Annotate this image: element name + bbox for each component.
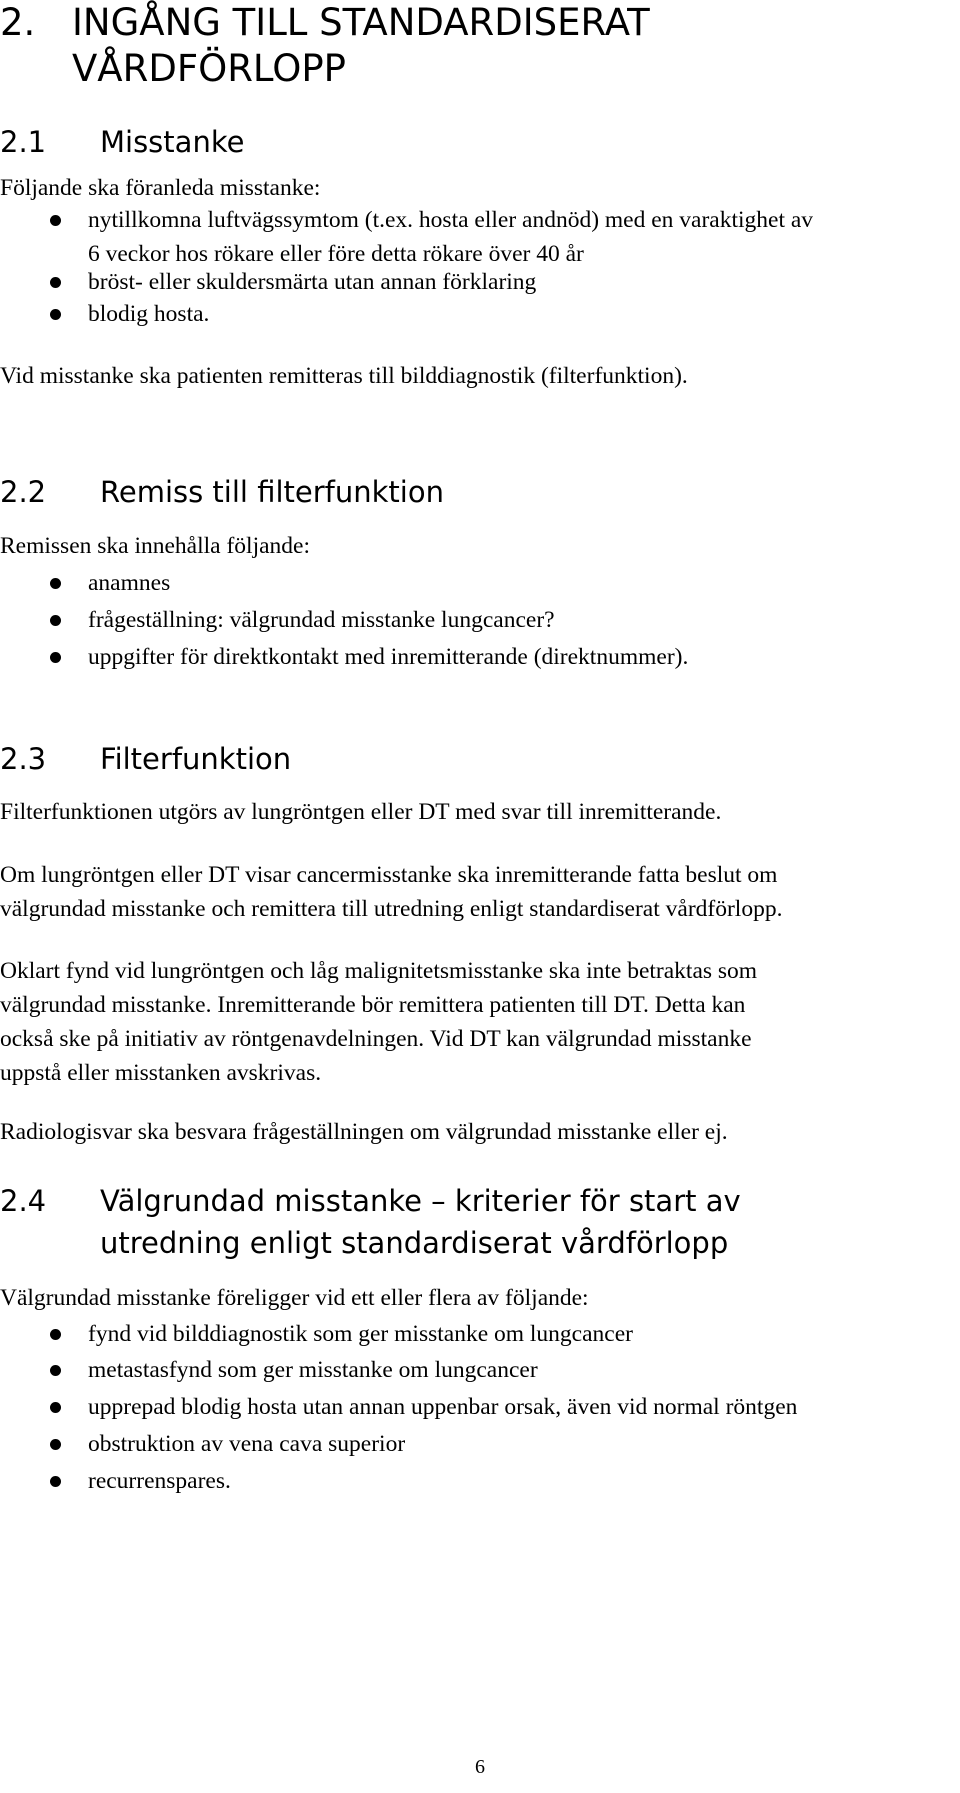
section-number: 2.3	[0, 742, 47, 776]
bullet-icon	[50, 277, 61, 288]
list-item	[0, 1353, 960, 1387]
section-title: Filterfunktion	[100, 742, 292, 776]
chapter-number: 2.	[0, 1, 36, 44]
list-item	[0, 640, 960, 674]
list-item-text: bröst- eller skuldersmärta utan annan förklaring	[88, 269, 537, 295]
bullet-icon	[50, 215, 61, 226]
list-item-text: uppgifter för direktkontakt med inremitterande (direktnummer).	[88, 644, 689, 670]
bullet-icon	[50, 1476, 61, 1487]
page-number: 6	[475, 1756, 485, 1778]
section-number: 2.4	[0, 1184, 47, 1218]
list-item-text: nytillkomna luftvägssymtom (t.ex. hosta eller andnöd) med en varaktighet av	[88, 207, 814, 233]
bullet-icon	[50, 615, 61, 626]
list-item-text: metastasfynd som ger misstanke om lungcancer	[88, 1357, 538, 1383]
list-item	[0, 1317, 960, 1351]
list-item-text-continued: 6 veckor hos rökare eller före detta rökare över 40 år	[88, 241, 584, 267]
bullet-icon	[50, 1365, 61, 1376]
section-title: Misstanke	[100, 125, 245, 159]
list-item-text: obstruktion av vena cava superior	[88, 1431, 406, 1457]
list-item-text: recurrenspares.	[88, 1468, 231, 1494]
paragraph: Radiologisvar ska besvara frågeställningen om välgrundad misstanke eller ej.	[0, 1119, 728, 1145]
list-item-text: upprepad blodig hosta utan annan uppenbar orsak, även vid normal röntgen	[88, 1394, 798, 1420]
section-title: Remiss till filterfunktion	[100, 475, 444, 509]
section-number: 2.1	[0, 125, 47, 159]
section-number: 2.2	[0, 475, 47, 509]
bullet-icon	[50, 1402, 61, 1413]
bullet-icon	[50, 652, 61, 663]
list-item	[0, 566, 960, 600]
chapter-title-line1: INGÅNG TILL STANDARDISERAT	[72, 1, 650, 44]
list-item-text: anamnes	[88, 570, 171, 596]
bullet-icon	[50, 578, 61, 589]
bullet-icon	[50, 1329, 61, 1340]
list-item-text: blodig hosta.	[88, 301, 210, 327]
paragraph: Välgrundad misstanke föreligger vid ett eller flera av följande:	[0, 1285, 589, 1311]
paragraph: Följande ska föranleda misstanke:	[0, 175, 321, 201]
paragraph: välgrundad misstanke och remittera till utredning enligt standardiserat vårdförlopp.	[0, 896, 783, 922]
list-item	[0, 265, 960, 299]
paragraph: Filterfunktionen utgörs av lungröntgen eller DT med svar till inremitterande.	[0, 799, 722, 825]
paragraph: Oklart fynd vid lungröntgen och låg malignitetsmisstanke ska inte betraktas som	[0, 958, 758, 984]
list-item-text: fynd vid bilddiagnostik som ger misstanke om lungcancer	[88, 1321, 633, 1347]
list-item	[0, 1464, 960, 1498]
section-heading-2-3	[0, 738, 960, 780]
paragraph: Remissen ska innehålla följande:	[0, 533, 310, 559]
paragraph: Vid misstanke ska patienten remitteras till bilddiagnostik (filterfunktion).	[0, 363, 688, 389]
section-title-line2: utredning enligt standardiserat vårdförlopp	[100, 1226, 729, 1260]
list-item-text: frågeställning: välgrundad misstanke lungcancer?	[88, 607, 555, 633]
bullet-icon	[50, 1439, 61, 1450]
chapter-title-line2: VÅRDFÖRLOPP	[72, 47, 346, 90]
section-heading-2-2	[0, 471, 960, 513]
list-item	[0, 603, 960, 637]
section-heading-2-1	[0, 121, 960, 163]
bullet-icon	[50, 309, 61, 320]
list-item	[0, 1390, 960, 1424]
chapter-heading	[0, 0, 960, 92]
section-title-line1: Välgrundad misstanke – kriterier för start av	[100, 1184, 741, 1218]
list-item	[0, 1427, 960, 1461]
paragraph: Om lungröntgen eller DT visar cancermisstanke ska inremitterande fatta beslut om	[0, 862, 778, 888]
section-heading-2-4	[0, 1180, 960, 1264]
paragraph: uppstå eller misstanken avskrivas.	[0, 1060, 322, 1086]
list-item	[0, 297, 960, 331]
paragraph: välgrundad misstanke. Inremitterande bör remittera patienten till DT. Detta kan	[0, 992, 746, 1018]
paragraph: också ske på initiativ av röntgenavdelningen. Vid DT kan välgrundad misstanke	[0, 1026, 752, 1052]
list-item	[0, 203, 960, 271]
